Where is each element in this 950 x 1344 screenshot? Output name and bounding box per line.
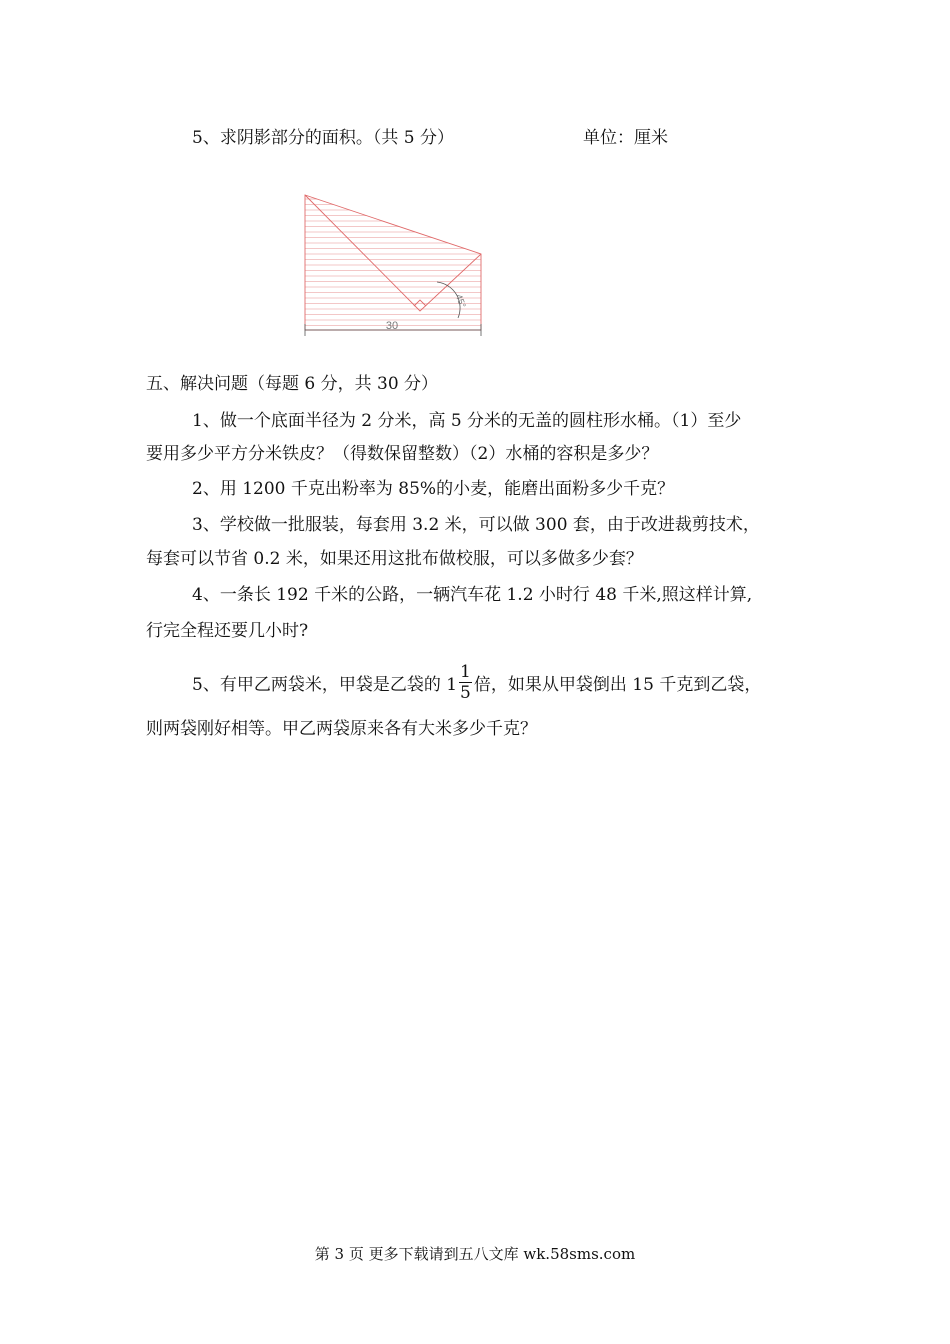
- problem-title: 5、求阴影部分的面积。（共 5 分）: [192, 128, 454, 148]
- question-2: 2、用 1200 千克出粉率为 85%的小麦，能磨出面粉多少千克？: [192, 479, 675, 499]
- section-heading: 五、解决问题（每题 6 分，共 30 分）: [146, 374, 439, 394]
- question-1-line-1: 1、做一个底面半径为 2 分米，高 5 分米的无盖的圆柱形水桶。（1）至少: [192, 411, 742, 431]
- right-angle-mark: [414, 300, 426, 306]
- question-5-line-2: 则两袋刚好相等。甲乙两袋原来各有大米多少千克？: [146, 719, 537, 739]
- question-3-line-2: 每套可以节省 0.2 米，如果还用这批布做校服，可以多做多少套？: [146, 549, 643, 569]
- question-5-text-before: 5、有甲乙两袋米，甲袋是乙袋的 1: [192, 675, 458, 695]
- question-1-line-2: 要用多少平方分米铁皮？（得数保留整数）（2）水桶的容积是多少？: [146, 444, 659, 464]
- triangle-left-side: [305, 195, 481, 311]
- question-5-line-1: [192, 662, 762, 706]
- fraction-numerator: 1: [460, 662, 471, 682]
- question-4-line-2: 行完全程还要几小时?: [146, 621, 309, 641]
- angle-label: 45°: [453, 292, 468, 310]
- mixed-fraction: [459, 662, 472, 703]
- question-3-line-1: 3、学校做一批服装，每套用 3.2 米，可以做 300 套，由于改进裁剪技术，: [192, 515, 760, 535]
- page-footer: 第 3 页 更多下载请到五八文库 wk.58sms.com: [314, 1245, 636, 1263]
- dimension-label: 30: [385, 320, 399, 332]
- fraction-denominator: 5: [460, 683, 471, 703]
- question-4-line-1: 4、一条长 192 千米的公路，一辆汽车花 1.2 小时行 48 千米,照这样计算,: [192, 585, 753, 605]
- unit-label: 单位：厘米: [583, 128, 668, 148]
- hatch-lines: [305, 199, 481, 326]
- question-5-text-after: 倍，如果从甲袋倒出 15 千克到乙袋，: [473, 675, 762, 695]
- shaded-area-figure: [300, 190, 490, 340]
